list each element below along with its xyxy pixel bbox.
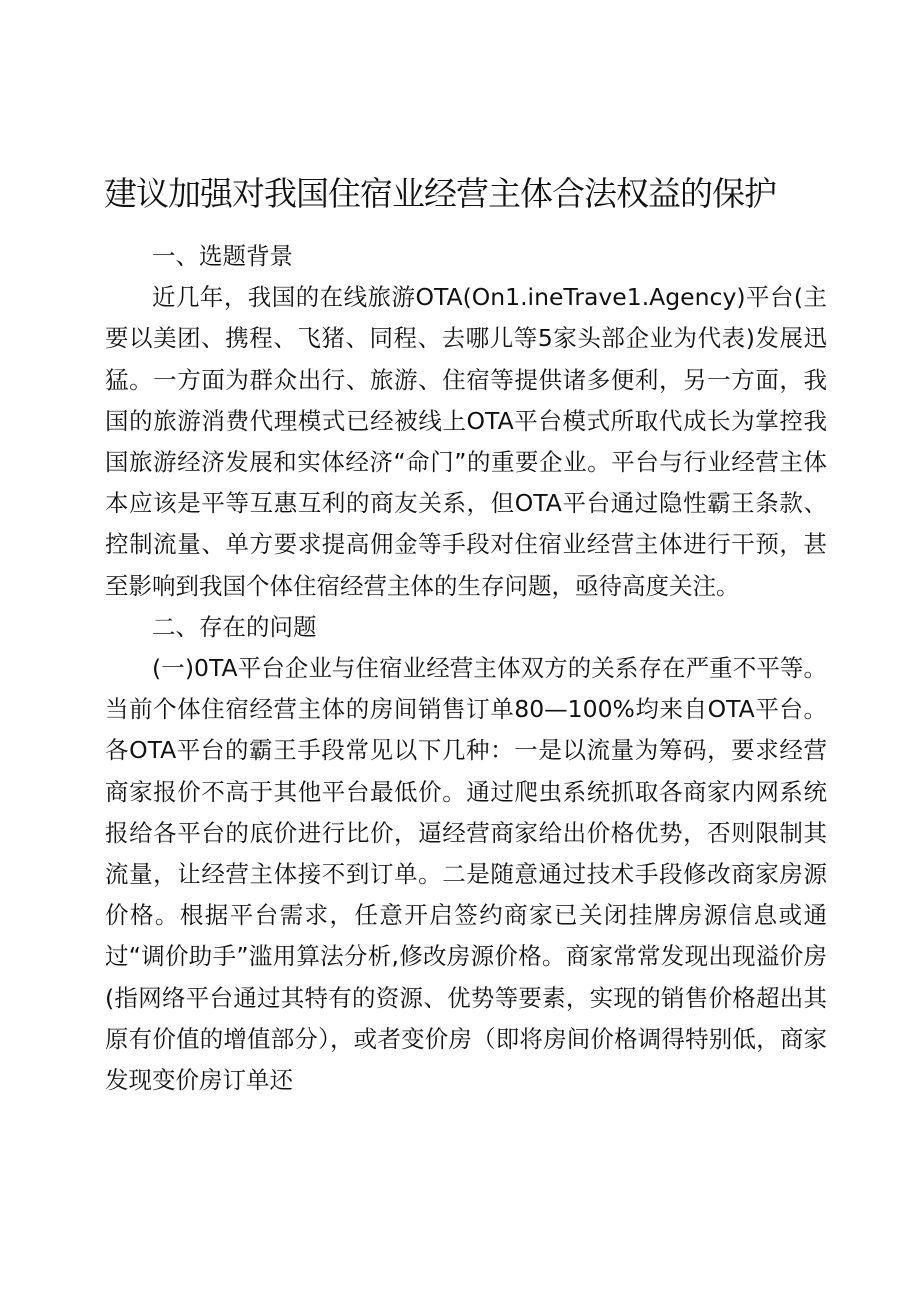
paragraph-background: 近几年，我国的在线旅游OTA(On1.ineTrave1.Agency)平台(主要以美团、携程、飞猪、同程、去哪儿等5家头部企业为代表)发展迅猛。一方面为群众出行、旅游、住宿等提供诸多便利，另一方面，我国的旅游消费代理模式已经被线上OTA平台模式所取代成长为掌控我国旅游经济发展和实体经济“命门”的重要企业。平台与行业经营主体本应该是平等互惠互利的商友关系，但OTA平台通过隐性霸王条款、控制流量、单方要求提高佣金等手段对住宿业经营主体进行干预，甚至影响到我国个体住宿经营主体的生存问题，亟待高度关注。 xyxy=(105,283,827,600)
paragraph-problems: (一)0TA平台企业与住宿业经营主体双方的关系存在严重不平等。当前个体住宿经营主体的房间销售订单80—100%均来自OTA平台。各OTA平台的霸王手段常见以下几种：一是以流量为筹码，要求经营商家报价不高于其他平台最低价。通过爬虫系统抓取各商家内网系统报给各平台的底价进行比价，逼经营商家给出价格优势，否则限制其流量，让经营主体接不到订单。二是随意通过技术手段修改商家房源价格。根据平台需求，任意开启签约商家已关闭挂牌房源信息或通过“调价助手”滥用算法分析,修改房源价格。商家常常发现出现溢价房(指网络平台通过其特有的资源、优势等要素，实现的销售价格超出其原有价值的增值部分），或者变价房（即将房间价格调得特别低，商家发现变价房订单还 xyxy=(105,654,827,1095)
document-title: 建议加强对我国住宿业经营主体合法权益的保护 xyxy=(104,174,776,213)
document-body xyxy=(105,236,827,1101)
section-heading-problems: 二、存在的问题 xyxy=(152,612,317,641)
section-heading-background: 一、选题背景 xyxy=(152,242,293,270)
